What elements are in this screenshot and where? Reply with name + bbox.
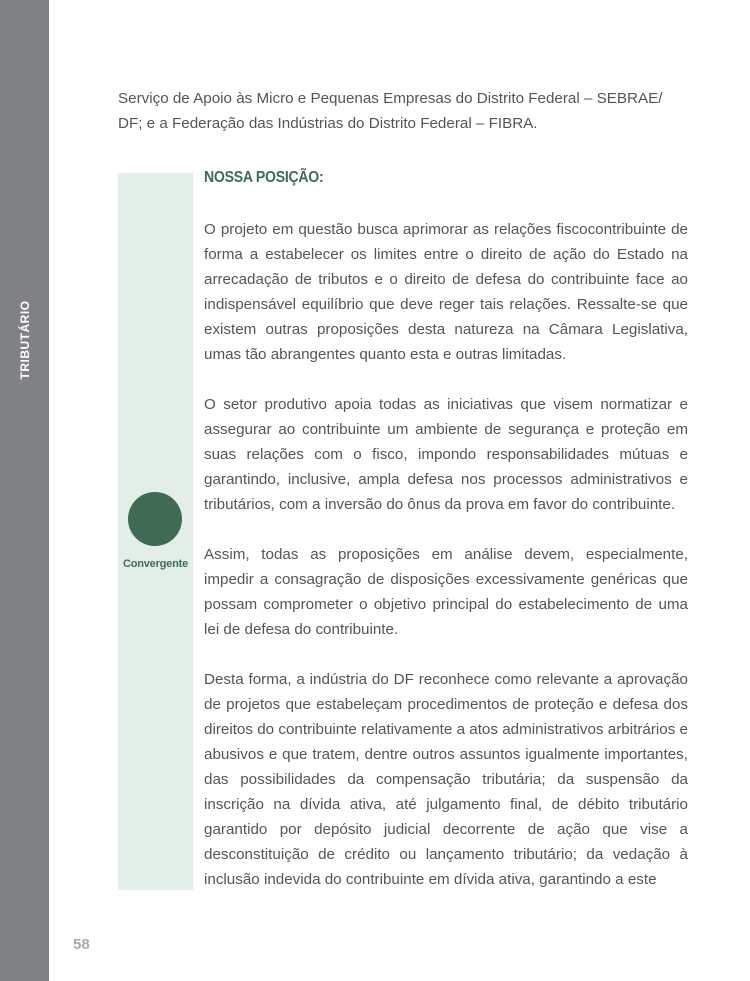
paragraph: O setor produtivo apoia todas as iniciativas que visem normatizar e assegurar ao contribuinte um ambiente de segurança e proteção em suas relações com o fisco, impondo responsabilidades mútuas e garantindo, inclusive, ampla defesa nos processos administrativos e tributários, com a inversão do ônus da prova em favor do contribuinte.	[204, 396, 688, 513]
position-indicator-label: Convergente	[122, 558, 189, 570]
page-number: 58	[73, 936, 90, 953]
position-indicator-dot	[128, 492, 182, 546]
section-title: NOSSA POSIÇÃO:	[204, 169, 324, 186]
paragraph: Desta forma, a indústria do DF reconhece como relevante a aprovação de projetos que estabeleçam procedimentos de proteção e defesa dos direitos do contribuinte relativamente a atos administrativos arbitrários e abusivos e que tratem, dentre outros assuntos igualmente importantes, das possibilidades da compensação tributária; da suspensão da inscrição na dívida ativa, até julgamento final, de débito tributário garantido por depósito judicial decorrente de ação que vise a desconstituição de crédito ou lançamento tributário; da vedação à inclusão indevida do contribuinte em dívida ativa, garantindo a este	[204, 671, 688, 888]
side-bar	[0, 0, 49, 981]
intro-text: Serviço de Apoio às Micro e Pequenas Empresas do Distrito Federal – SEBRAE/ DF; e a Federação das Indústrias do Distrito Federal – FIBRA.	[118, 90, 663, 132]
paragraph: O projeto em questão busca aprimorar as relações fiscocontribuinte de forma a estabelecer os limites entre o direito de ação do Estado na arrecadação de tributos e o direito de defesa do contribuinte face ao indispensável equilíbrio que deve reger tais relações. Ressalte-se que existem outras proposições desta natureza na Câmara Legislativa, umas tão abrangentes quanto esta e outras limitadas.	[204, 221, 688, 363]
section-label: TRIBUTÁRIO	[18, 300, 32, 380]
body-text	[204, 217, 688, 917]
paragraph: Assim, todas as proposições em análise devem, especialmente, impedir a consagração de disposições excessivamente genéricas que possam comprometer o objetivo principal do estabelecimento de uma lei de defesa do contribuinte.	[204, 546, 688, 638]
